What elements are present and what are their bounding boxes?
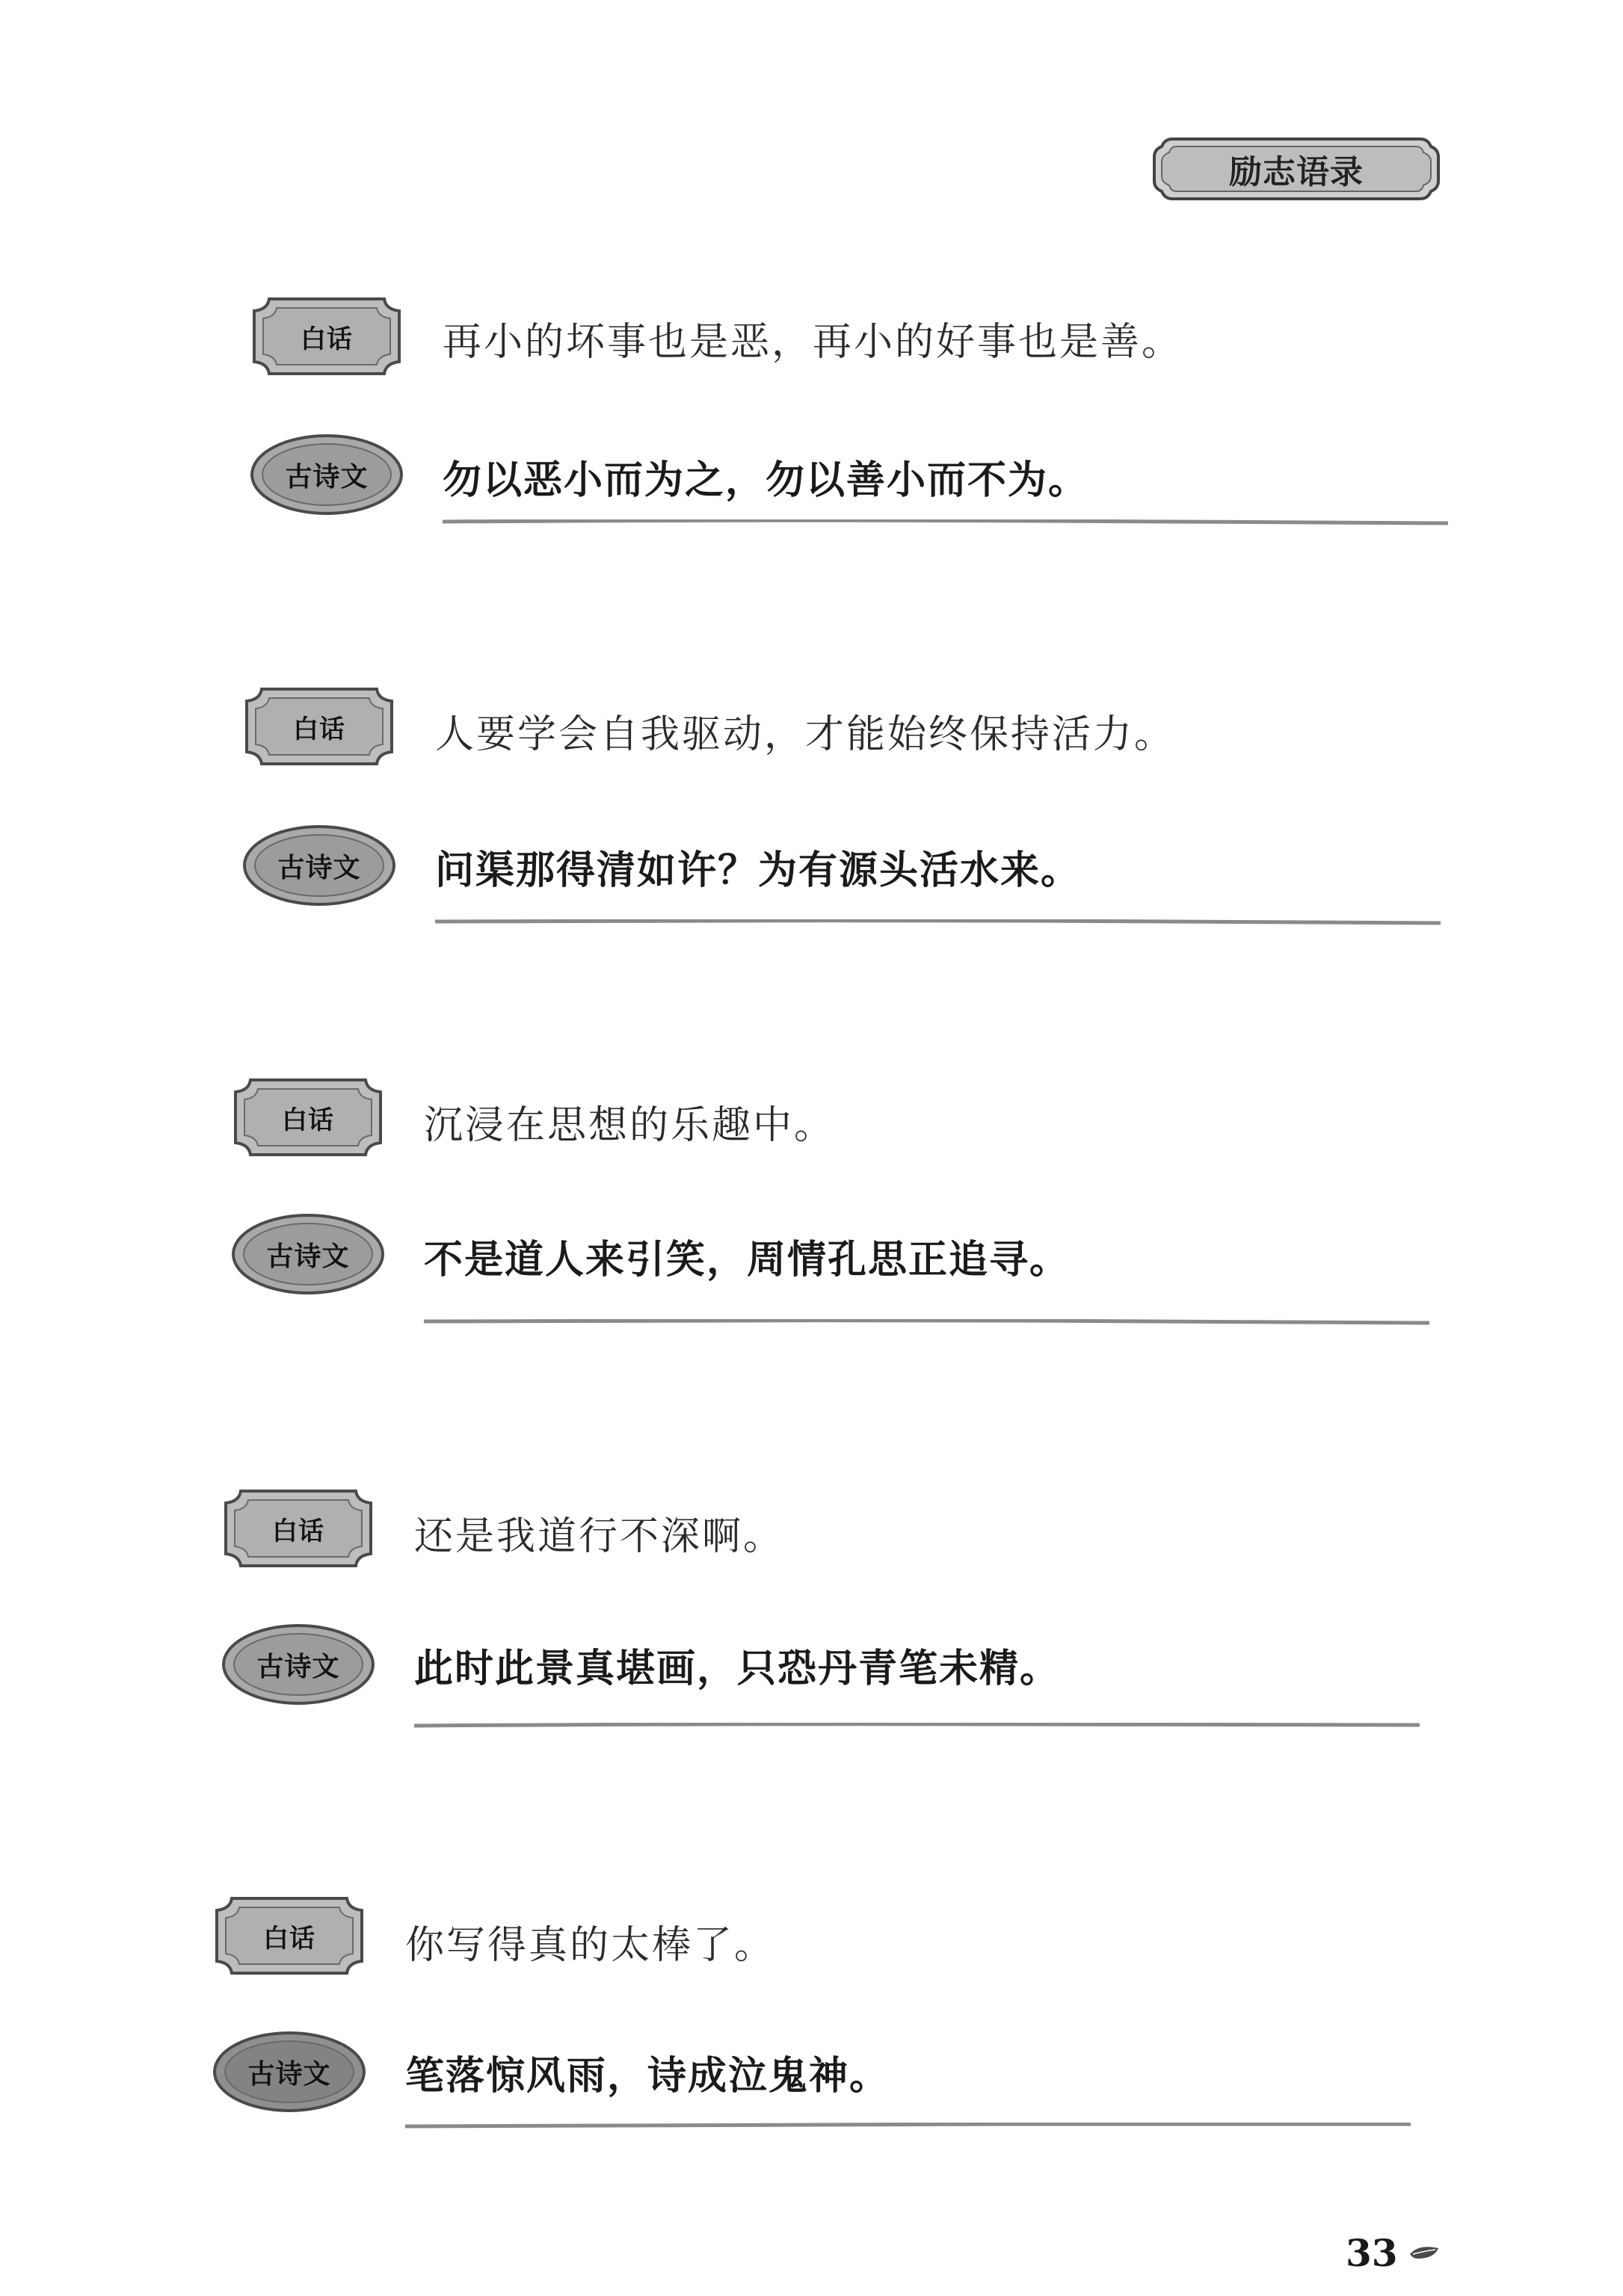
classical-tag	[228, 1209, 388, 1299]
quote-entry	[209, 1891, 1420, 2145]
plain-tag	[228, 1073, 388, 1162]
plain-text: 你写得真的太棒了。	[405, 1923, 776, 1968]
classical-text: 不是道人来引笑，周情孔思正追寻。	[424, 1238, 1071, 1283]
quote-entry	[239, 682, 1450, 936]
classical-text: 勿以恶小而为之，勿以善小而不为。	[443, 458, 1089, 503]
classical-tag-label: 古诗文	[285, 461, 369, 493]
classical-text: 笔落惊风雨，诗成泣鬼神。	[405, 2054, 890, 2099]
plain-tag	[247, 291, 407, 381]
page-number: 33	[1346, 2231, 1398, 2275]
plain-tag	[218, 1484, 378, 1573]
classical-text: 此时此景真堪画，只恐丹青笔未精。	[414, 1647, 1061, 1691]
quote-entry	[228, 1073, 1439, 1327]
classical-tag	[247, 430, 407, 519]
classical-tag	[218, 1620, 378, 1709]
quote-entry	[247, 288, 1458, 542]
plain-tag-label: 白话	[263, 1923, 315, 1954]
answer-underline	[405, 2123, 1411, 2127]
classical-tag	[239, 821, 399, 910]
classical-tag-label: 古诗文	[247, 2058, 331, 2090]
classical-tag-label: 古诗文	[266, 1241, 350, 1272]
quote-entry	[218, 1484, 1429, 1738]
plain-tag-label: 白话	[293, 714, 345, 744]
leaf-icon	[1408, 2242, 1441, 2263]
section-title: 励志语录	[1229, 153, 1364, 191]
classical-tag	[209, 2027, 369, 2117]
classical-tag-label: 古诗文	[256, 1651, 340, 1682]
plain-tag	[239, 682, 399, 771]
answer-underline	[414, 1723, 1420, 1727]
plain-text: 沉浸在思想的乐趣中。	[424, 1103, 836, 1148]
plain-tag-label: 白话	[272, 1516, 324, 1546]
section-header-badge	[1150, 135, 1443, 203]
answer-underline	[443, 519, 1448, 524]
plain-text: 人要学会自我驱动，才能始终保持活力。	[435, 712, 1176, 757]
classical-text: 问渠那得清如许？为有源头活水来。	[435, 848, 1082, 893]
plain-text: 再小的坏事也是恶，再小的好事也是善。	[443, 320, 1183, 365]
plain-tag	[209, 1891, 369, 1981]
classical-tag-label: 古诗文	[277, 852, 361, 883]
plain-tag-label: 白话	[301, 324, 353, 354]
answer-underline	[424, 1319, 1429, 1324]
plain-tag-label: 白话	[282, 1105, 334, 1135]
answer-underline	[435, 919, 1441, 924]
plain-text: 还是我道行不深啊。	[414, 1514, 785, 1559]
